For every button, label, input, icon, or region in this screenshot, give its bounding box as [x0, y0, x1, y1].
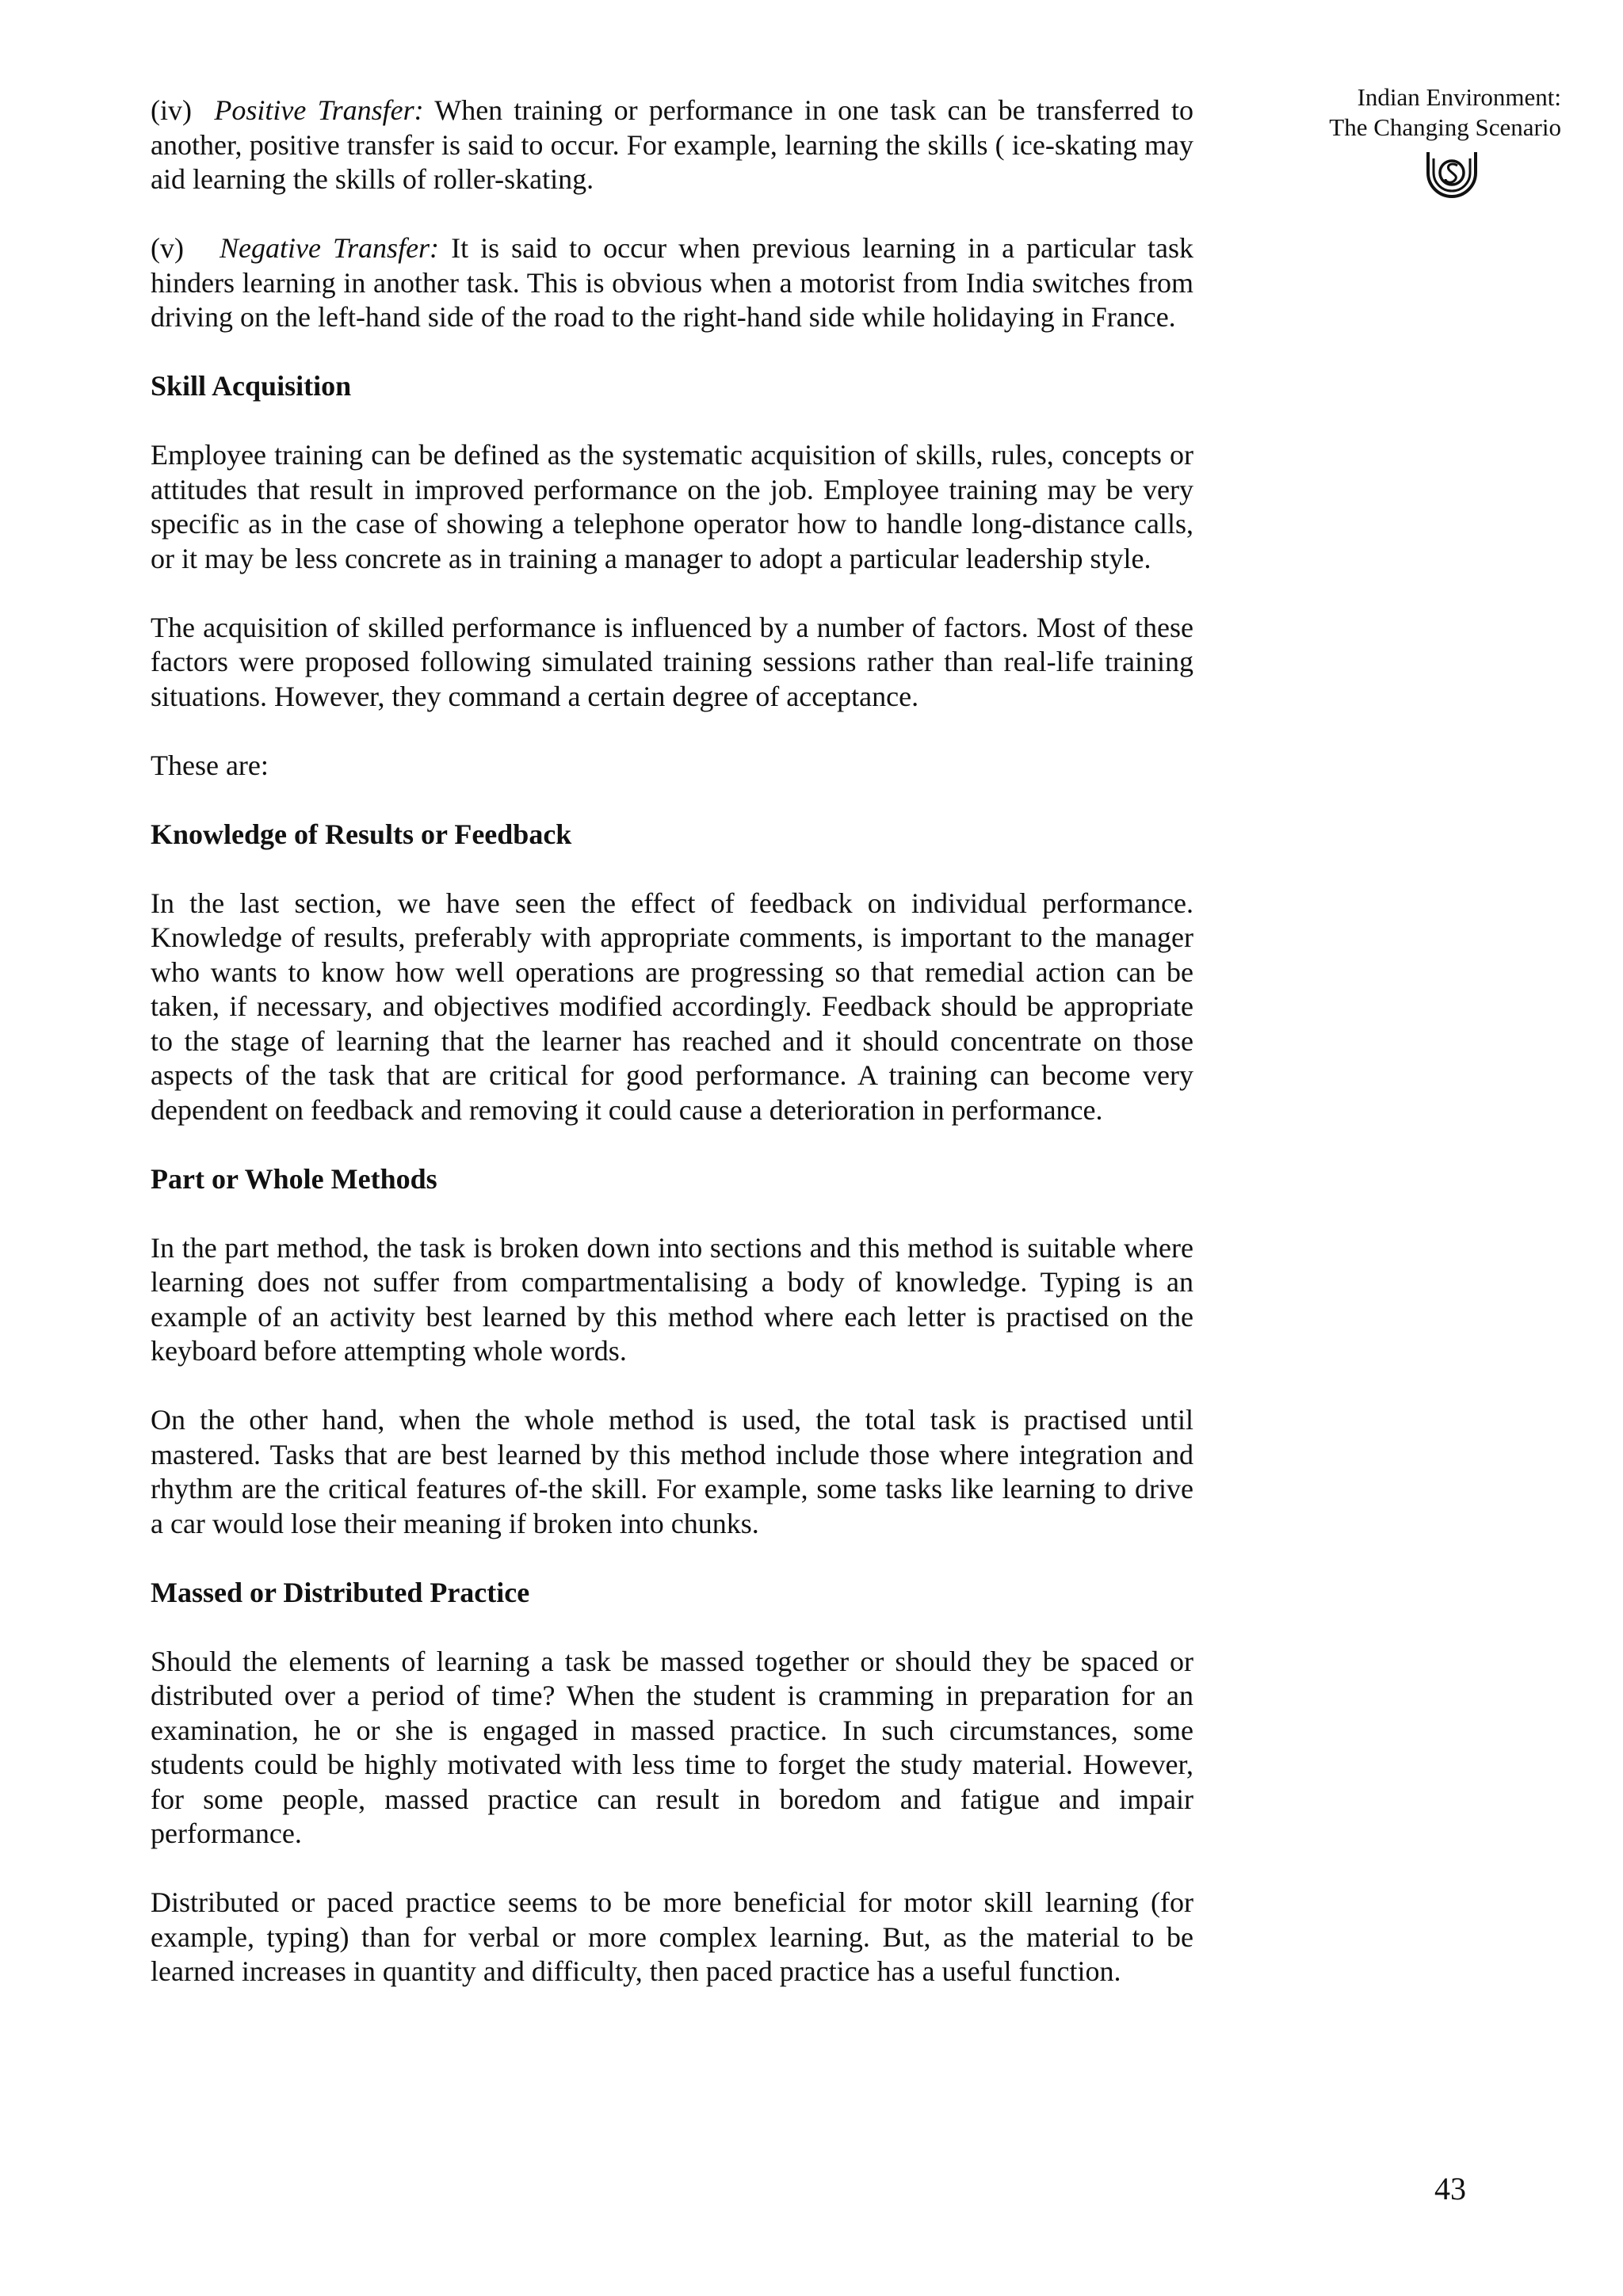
header-line-2: The Changing Scenario [1329, 113, 1561, 141]
paragraph-negative-transfer [151, 231, 1193, 335]
paragraph-whole-method: On the other hand, when the whole method is used, the total task is practised until mastered. Tasks that are best learned by this method include those where integration and rhythm are the critical features of-the skill. For example, some tasks like learning to drive a car would lose their meaning if broken into chunks. [151, 1404, 1193, 1539]
list-label-v: (v) [151, 232, 184, 264]
paragraph-distributed-practice: Distributed or paced practice seems to be more beneficial for motor skill learning (for example, typing) than for verbal or more complex learning. But, as the material to be learned increases in quantity and difficulty, then paced practice has a useful function. [151, 1886, 1193, 1987]
heading-part-or-whole: Part or Whole Methods [151, 1162, 437, 1195]
page-number: 43 [1434, 2171, 1466, 2206]
negative-transfer-text: It is said to occur when previous learning in a particular task hinders learning in another task. This is obvious when a motorist from India switches from driving on the left-hand side of the road to the right-hand side while holidaying in France. [151, 232, 1194, 333]
paragraph-acquisition-factors: The acquisition of skilled performance is influenced by a number of factors. Most of these factors were proposed following simulated training sessions rather than real-life training situations. However, they command a certain degree of acceptance. [151, 611, 1193, 712]
running-header [1300, 82, 1561, 143]
paragraph-part-method: In the part method, the task is broken down into sections and this method is suitable where learning does not suffer from compartmentalising a body of knowledge. Typing is an example of an activity best learned by this method where each letter is practised on the keyboard before attempting whole words. [151, 1231, 1193, 1367]
term-negative-transfer: Negative Transfer: [220, 232, 440, 264]
paragraph-these-are: These are: [151, 749, 269, 781]
heading-knowledge-of-results: Knowledge of Results or Feedback [151, 818, 572, 850]
heading-skill-acquisition: Skill Acquisition [151, 370, 352, 402]
main-content [151, 93, 1193, 1989]
paragraph-positive-transfer [151, 93, 1193, 197]
concentric-spiral-logo-icon [1423, 141, 1480, 198]
paragraph-massed-practice: Should the elements of learning a task be massed together or should they be spaced or distributed over a period of time? When the student is cramming in preparation for an examination, he or she is engaged in massed practice. In such circumstances, some students could be highly motivated with less time to forget the study material. However, for some people, massed practice can result in boredom and fatigue and impair performance. [151, 1645, 1193, 1849]
heading-massed-or-distributed: Massed or Distributed Practice [151, 1576, 530, 1608]
header-line-1: Indian Environment: [1357, 83, 1561, 111]
paragraph-feedback: In the last section, we have seen the effect of feedback on individual performance. Knowledge of results, preferably with appropriate comments, is important to the manager who wants to know how well operations are progressing so that remedial action can be taken, if necessary, and objectives modified accordingly. Feedback should be appropriate to the stage of learning that the learner has reached and it should concentrate on those aspects of the task that are critical for good performance. A training can become very dependent on feedback and removing it could cause a deterioration in performance. [151, 887, 1193, 1126]
list-label-iv: (iv) [151, 94, 192, 126]
positive-transfer-text: When training or performance in one task can be transferred to another, positive transfer is said to occur. For example, learning the skills ( ice-skating may aid learning the skills of roller-skating. [151, 94, 1194, 195]
paragraph-employee-training: Employee training can be defined as the systematic acquisition of skills, rules, concepts or attitudes that result in improved performance on the job. Employee training may be very specific as in the case of showing a telephone operator how to handle long-distance calls, or it may be less concrete as in training a manager to adopt a particular leadership style. [151, 439, 1193, 574]
term-positive-transfer: Positive Transfer: [214, 94, 424, 126]
